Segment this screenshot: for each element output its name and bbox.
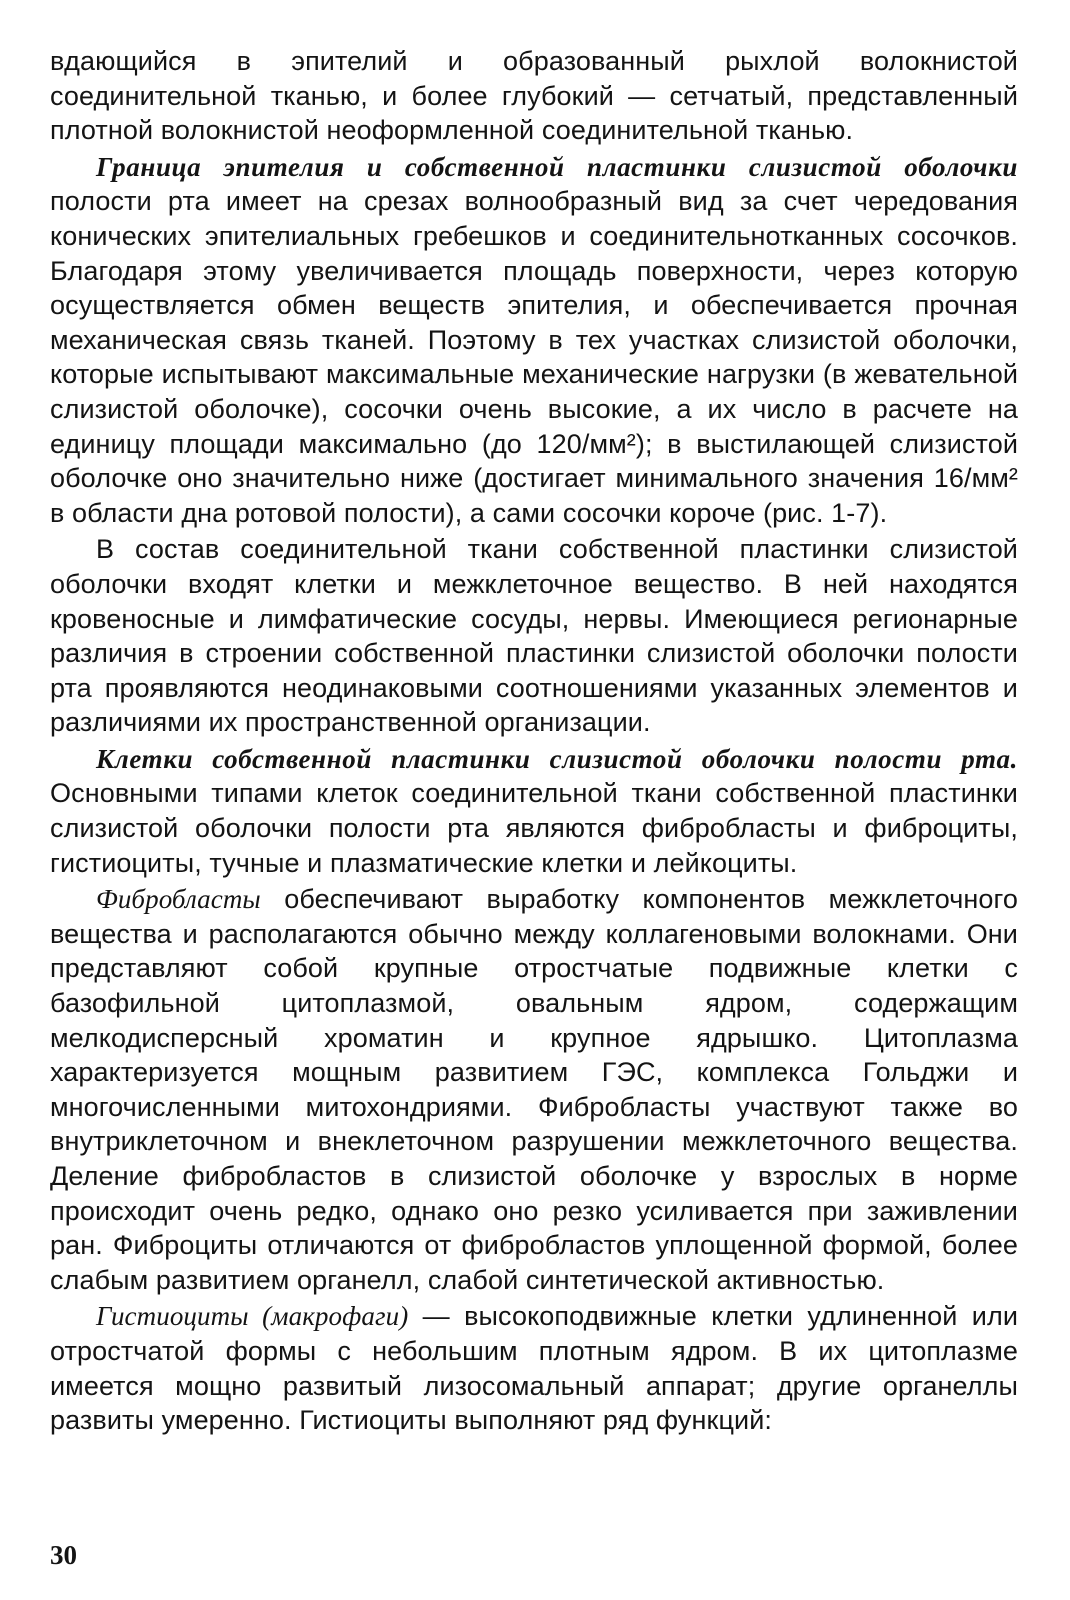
paragraph-fibroblasts — [50, 882, 1018, 1297]
paragraph-text: В состав соединительной ткани собственной пластинки слизистой оболочки входят клетки и межклеточное вещество. В ней находятся кровеносные и лимфатические сосуды, нервы. Имеющиеся регионарные различия в строении собственной пластинки слизистой оболочки полости рта проявляются неодинаковыми соотношениями указанных элементов и различиями их пространственной организации. — [50, 534, 1018, 738]
paragraph-term: Гистиоциты (макрофаги) — [96, 1301, 409, 1332]
paragraph-heading: Граница эпителия и собственной пластинки слизистой оболочки — [96, 151, 1018, 182]
paragraph-cells — [50, 742, 1018, 880]
paragraph-histiocytes — [50, 1299, 1018, 1437]
paragraph-text: обеспечивают выработку компонентов межклеточного вещества и располагаются обычно между коллагеновыми волокнами. Они представляют собой крупные отростчатые подвижные клетки с базофильной цитоплазмой, овальным ядром, содержащим мелкодисперсный хроматин и крупное ядрышко. Цитоплазма характеризуется мощным развитием ГЭС, комплекса Гольджи и многочисленными митохондриями. Фибробласты участвуют также во внутриклеточном и внеклеточном разрушении межклеточного вещества. Деление фибробластов в слизистой оболочке у взрослых в норме происходит очень редко, однако оно резко усиливается при заживлении ран. Фиброциты отличаются от фибробластов уплощенной формой, более слабым развитием органелл, слабой синтетической активностью. — [50, 884, 1018, 1295]
paragraph-text: Основными типами клеток соединительной ткани собственной пластинки слизистой оболочки полости рта являются фибробласты и фиброциты, гистиоциты, тучные и плазматические клетки и лейкоциты. — [50, 778, 1018, 878]
page-body — [50, 44, 1018, 1438]
page-number: 30 — [50, 1540, 77, 1570]
paragraph-epithelium-border — [50, 150, 1018, 531]
paragraph-heading: Клетки собственной пластинки слизистой оболочки полости рта. — [96, 743, 1018, 774]
paragraph-text: — высокоподвижные клетки удлиненной или отростчатой формы с небольшим плотным ядром. В их цитоплазме имеется мощно развитый лизосомальный аппарат; другие органеллы развиты умеренно. Гистиоциты выполняют ряд функций: — [50, 1301, 1018, 1436]
paragraph-term: Фибробласты — [96, 884, 261, 915]
paragraph-text: полости рта имеет на срезах волнообразный вид за счет чередования конических эпителиальных гребешков и соединительнотканных сосочков. Благодаря этому увеличивается площадь поверхности, через которую осуществляется обмен веществ эпителия, и обеспечивается прочная механическая связь тканей. Поэтому в тех участках слизистой оболочки, которые испытывают максимальные механические нагрузки (в жевательной слизистой оболочке), сосочки очень высокие, а их число в расчете на единицу площади максимально (до 120/мм²); в выстилающей слизистой оболочке оно значительно ниже (достигает минимального значения 16/мм² в области дна ротовой полости), а сами сосочки короче (рис. 1-7). — [50, 186, 1018, 528]
paragraph-text: вдающийся в эпителий и образованный рыхлой волокнистой соединительной тканью, и более глубокий — сетчатый, представленный плотной волокнистой неоформленной соединительной тканью. — [50, 46, 1018, 146]
paragraph-continuation — [50, 44, 1018, 148]
paragraph-connective-tissue — [50, 532, 1018, 740]
